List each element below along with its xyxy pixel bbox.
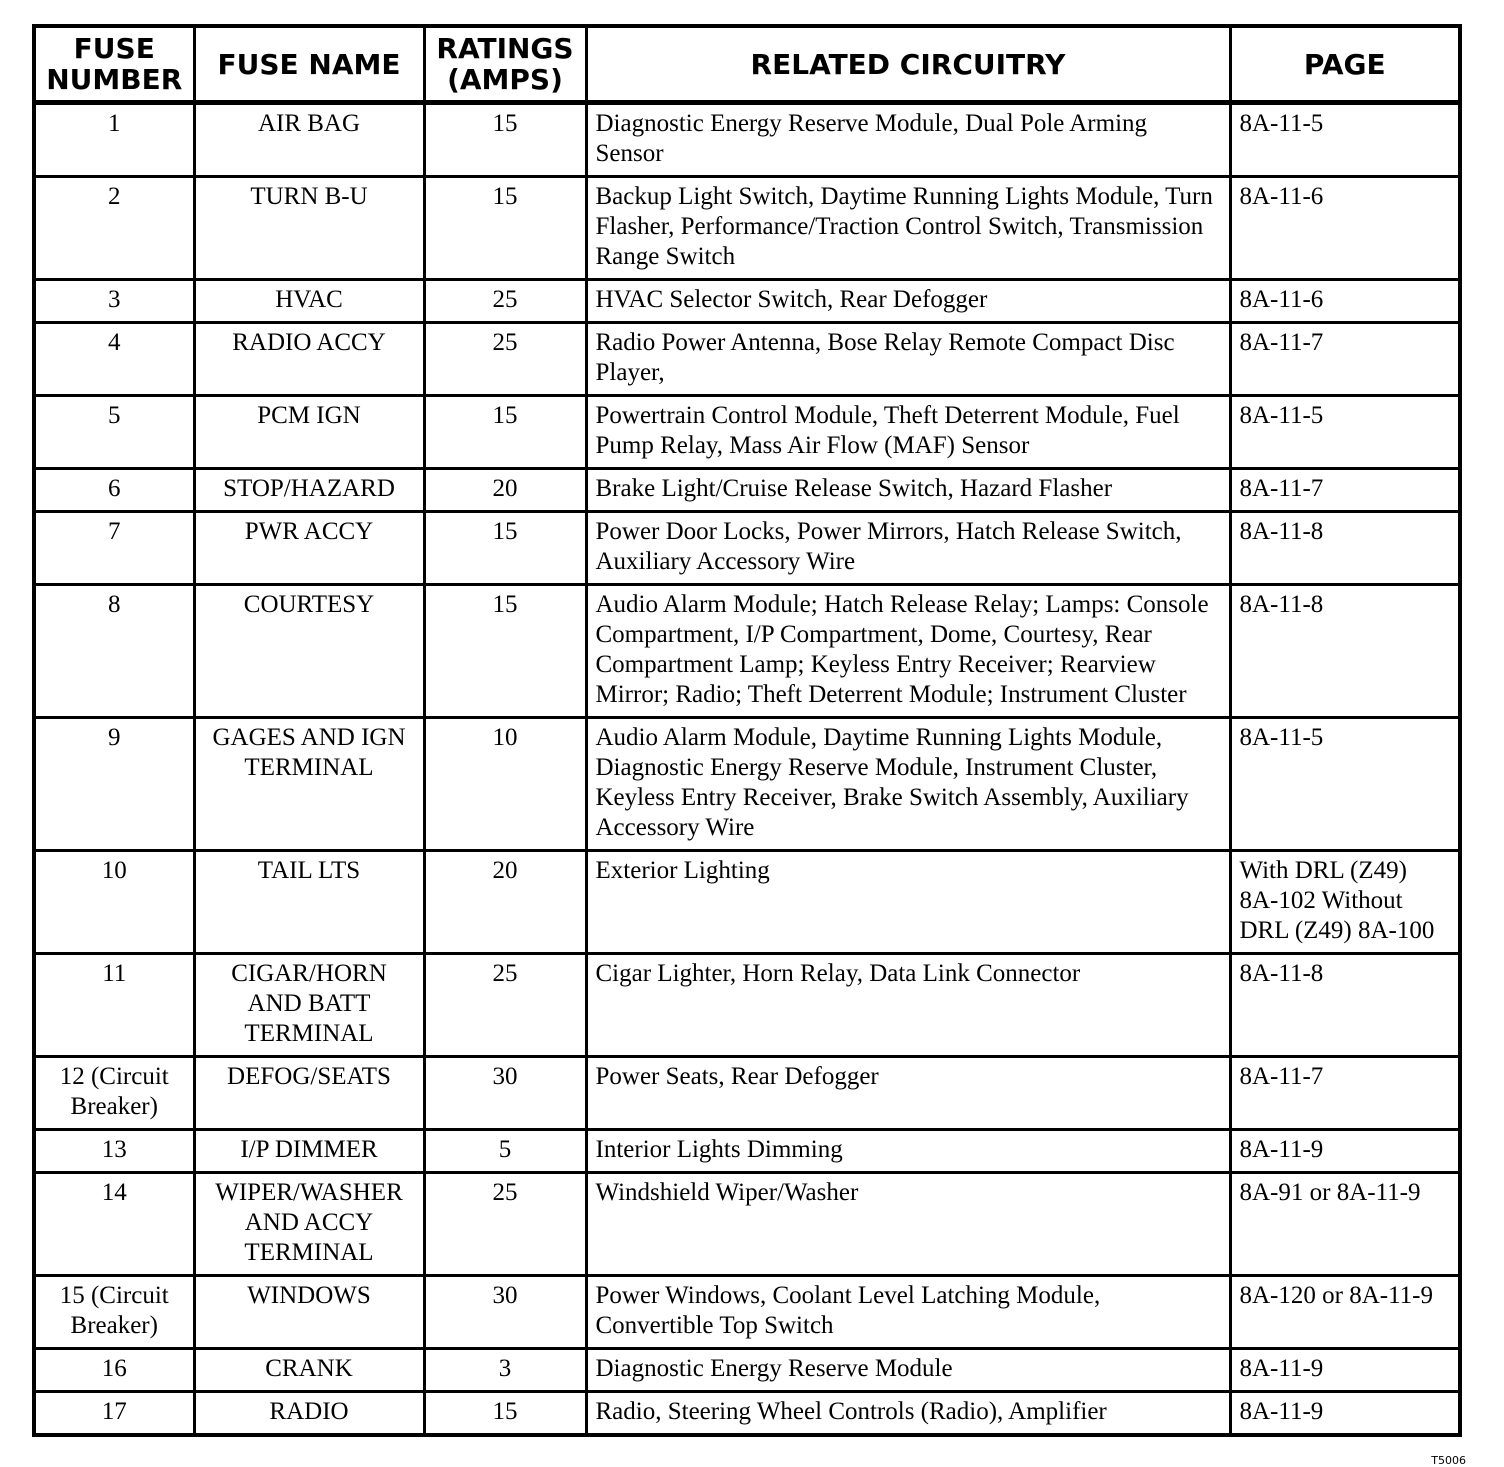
fuse-number-cell: 12 (Circuit Breaker) <box>34 1057 194 1130</box>
fuse-number-cell: 3 <box>34 280 194 323</box>
fuse-number-cell: 4 <box>34 323 194 396</box>
fuse-name-cell: PWR ACCY <box>194 512 424 585</box>
related-circuitry-cell: Cigar Lighter, Horn Relay, Data Link Connector <box>586 954 1230 1057</box>
fuse-name-cell: HVAC <box>194 280 424 323</box>
fuse-name-cell: COURTESY <box>194 585 424 718</box>
fuse-number-cell: 13 <box>34 1130 194 1173</box>
related-circuitry-cell: Audio Alarm Module; Hatch Release Relay; Lamps: Console Compartment, I/P Compartment, Dome, Courtesy, Rear Compartment Lamp; Keyless Entry Receiver; Rearview Mirror; Radio; Theft Deterrent Module; Instrument Cluster <box>586 585 1230 718</box>
fuse-number-cell: 15 (Circuit Breaker) <box>34 1276 194 1349</box>
fuse-name-cell: DEFOG/SEATS <box>194 1057 424 1130</box>
related-circuitry-cell: Diagnostic Energy Reserve Module, Dual Pole Arming Sensor <box>586 103 1230 177</box>
related-circuitry-cell: Radio, Steering Wheel Controls (Radio), Amplifier <box>586 1392 1230 1436</box>
fuse-name-cell: RADIO ACCY <box>194 323 424 396</box>
page-cell: 8A-11-5 <box>1230 718 1460 851</box>
table-row <box>34 1130 1460 1173</box>
page-cell: 8A-11-6 <box>1230 280 1460 323</box>
table-row <box>34 469 1460 512</box>
header-related-circuitry: RELATED CIRCUITRY <box>586 26 1230 103</box>
header-row <box>34 26 1460 103</box>
page-cell: 8A-11-8 <box>1230 585 1460 718</box>
rating-cell: 3 <box>424 1349 586 1392</box>
rating-cell: 15 <box>424 1392 586 1436</box>
rating-cell: 30 <box>424 1057 586 1130</box>
fuse-number-cell: 1 <box>34 103 194 177</box>
table-row <box>34 103 1460 177</box>
page-cell: 8A-11-5 <box>1230 396 1460 469</box>
fuse-name-cell: WIPER/WASHER AND ACCY TERMINAL <box>194 1173 424 1276</box>
related-circuitry-cell: Windshield Wiper/Washer <box>586 1173 1230 1276</box>
rating-cell: 25 <box>424 323 586 396</box>
page-cell: 8A-11-7 <box>1230 1057 1460 1130</box>
fuse-name-cell: PCM IGN <box>194 396 424 469</box>
rating-cell: 20 <box>424 469 586 512</box>
related-circuitry-cell: Backup Light Switch, Daytime Running Lights Module, Turn Flasher, Performance/Traction Control Switch, Transmission Range Switch <box>586 177 1230 280</box>
table-row <box>34 512 1460 585</box>
fuse-name-cell: AIR BAG <box>194 103 424 177</box>
fuse-name-cell: RADIO <box>194 1392 424 1436</box>
fuse-number-cell: 5 <box>34 396 194 469</box>
figure-code: T5006 <box>1431 1454 1466 1467</box>
rating-cell: 25 <box>424 954 586 1057</box>
fuse-name-cell: CIGAR/HORN AND BATT TERMINAL <box>194 954 424 1057</box>
fuse-number-cell: 6 <box>34 469 194 512</box>
fuse-name-cell: TAIL LTS <box>194 851 424 954</box>
rating-cell: 20 <box>424 851 586 954</box>
table-row <box>34 1276 1460 1349</box>
related-circuitry-cell: Brake Light/Cruise Release Switch, Hazard Flasher <box>586 469 1230 512</box>
page-cell: 8A-11-7 <box>1230 323 1460 396</box>
table-row <box>34 1349 1460 1392</box>
rating-cell: 30 <box>424 1276 586 1349</box>
page-cell: 8A-11-5 <box>1230 103 1460 177</box>
fuse-number-cell: 8 <box>34 585 194 718</box>
fuse-number-cell: 2 <box>34 177 194 280</box>
header-ratings: RATINGS (AMPS) <box>424 26 586 103</box>
header-page: PAGE <box>1230 26 1460 103</box>
fuse-table <box>32 24 1462 1437</box>
rating-cell: 15 <box>424 396 586 469</box>
page-cell: 8A-11-9 <box>1230 1349 1460 1392</box>
related-circuitry-cell: Power Seats, Rear Defogger <box>586 1057 1230 1130</box>
related-circuitry-cell: Powertrain Control Module, Theft Deterrent Module, Fuel Pump Relay, Mass Air Flow (MAF) Sensor <box>586 396 1230 469</box>
fuse-number-cell: 9 <box>34 718 194 851</box>
page-cell: 8A-11-9 <box>1230 1392 1460 1436</box>
rating-cell: 15 <box>424 585 586 718</box>
table-row <box>34 851 1460 954</box>
related-circuitry-cell: Audio Alarm Module, Daytime Running Lights Module, Diagnostic Energy Reserve Module, Instrument Cluster, Keyless Entry Receiver, Brake Switch Assembly, Auxiliary Accessory Wire <box>586 718 1230 851</box>
fuse-number-cell: 14 <box>34 1173 194 1276</box>
rating-cell: 25 <box>424 280 586 323</box>
table-row <box>34 177 1460 280</box>
rating-cell: 15 <box>424 103 586 177</box>
table-row <box>34 954 1460 1057</box>
table-row <box>34 1392 1460 1436</box>
fuse-name-cell: GAGES AND IGN TERMINAL <box>194 718 424 851</box>
header-fuse-number: FUSE NUMBER <box>34 26 194 103</box>
page-cell: 8A-11-9 <box>1230 1130 1460 1173</box>
fuse-table-body <box>34 103 1460 1436</box>
page-cell: 8A-11-8 <box>1230 512 1460 585</box>
rating-cell: 15 <box>424 512 586 585</box>
page-cell: 8A-120 or 8A-11-9 <box>1230 1276 1460 1349</box>
table-row <box>34 1057 1460 1130</box>
related-circuitry-cell: Radio Power Antenna, Bose Relay Remote Compact Disc Player, <box>586 323 1230 396</box>
rating-cell: 25 <box>424 1173 586 1276</box>
fuse-name-cell: CRANK <box>194 1349 424 1392</box>
table-row <box>34 280 1460 323</box>
fuse-number-cell: 11 <box>34 954 194 1057</box>
table-row <box>34 1173 1460 1276</box>
table-row <box>34 585 1460 718</box>
fuse-number-cell: 16 <box>34 1349 194 1392</box>
related-circuitry-cell: Power Windows, Coolant Level Latching Module, Convertible Top Switch <box>586 1276 1230 1349</box>
related-circuitry-cell: Diagnostic Energy Reserve Module <box>586 1349 1230 1392</box>
table-row <box>34 323 1460 396</box>
related-circuitry-cell: HVAC Selector Switch, Rear Defogger <box>586 280 1230 323</box>
fuse-name-cell: WINDOWS <box>194 1276 424 1349</box>
page-cell: 8A-11-7 <box>1230 469 1460 512</box>
fuse-name-cell: I/P DIMMER <box>194 1130 424 1173</box>
rating-cell: 5 <box>424 1130 586 1173</box>
fuse-name-cell: TURN B-U <box>194 177 424 280</box>
fuse-number-cell: 17 <box>34 1392 194 1436</box>
page-cell: 8A-11-8 <box>1230 954 1460 1057</box>
page-cell: 8A-11-6 <box>1230 177 1460 280</box>
related-circuitry-cell: Interior Lights Dimming <box>586 1130 1230 1173</box>
related-circuitry-cell: Exterior Lighting <box>586 851 1230 954</box>
page-cell: 8A-91 or 8A-11-9 <box>1230 1173 1460 1276</box>
table-row <box>34 396 1460 469</box>
fuse-number-cell: 7 <box>34 512 194 585</box>
page-cell: With DRL (Z49) 8A-102 Without DRL (Z49) 8A-100 <box>1230 851 1460 954</box>
rating-cell: 15 <box>424 177 586 280</box>
related-circuitry-cell: Power Door Locks, Power Mirrors, Hatch Release Switch, Auxiliary Accessory Wire <box>586 512 1230 585</box>
rating-cell: 10 <box>424 718 586 851</box>
header-fuse-name: FUSE NAME <box>194 26 424 103</box>
fuse-number-cell: 10 <box>34 851 194 954</box>
table-row <box>34 718 1460 851</box>
fuse-name-cell: STOP/HAZARD <box>194 469 424 512</box>
